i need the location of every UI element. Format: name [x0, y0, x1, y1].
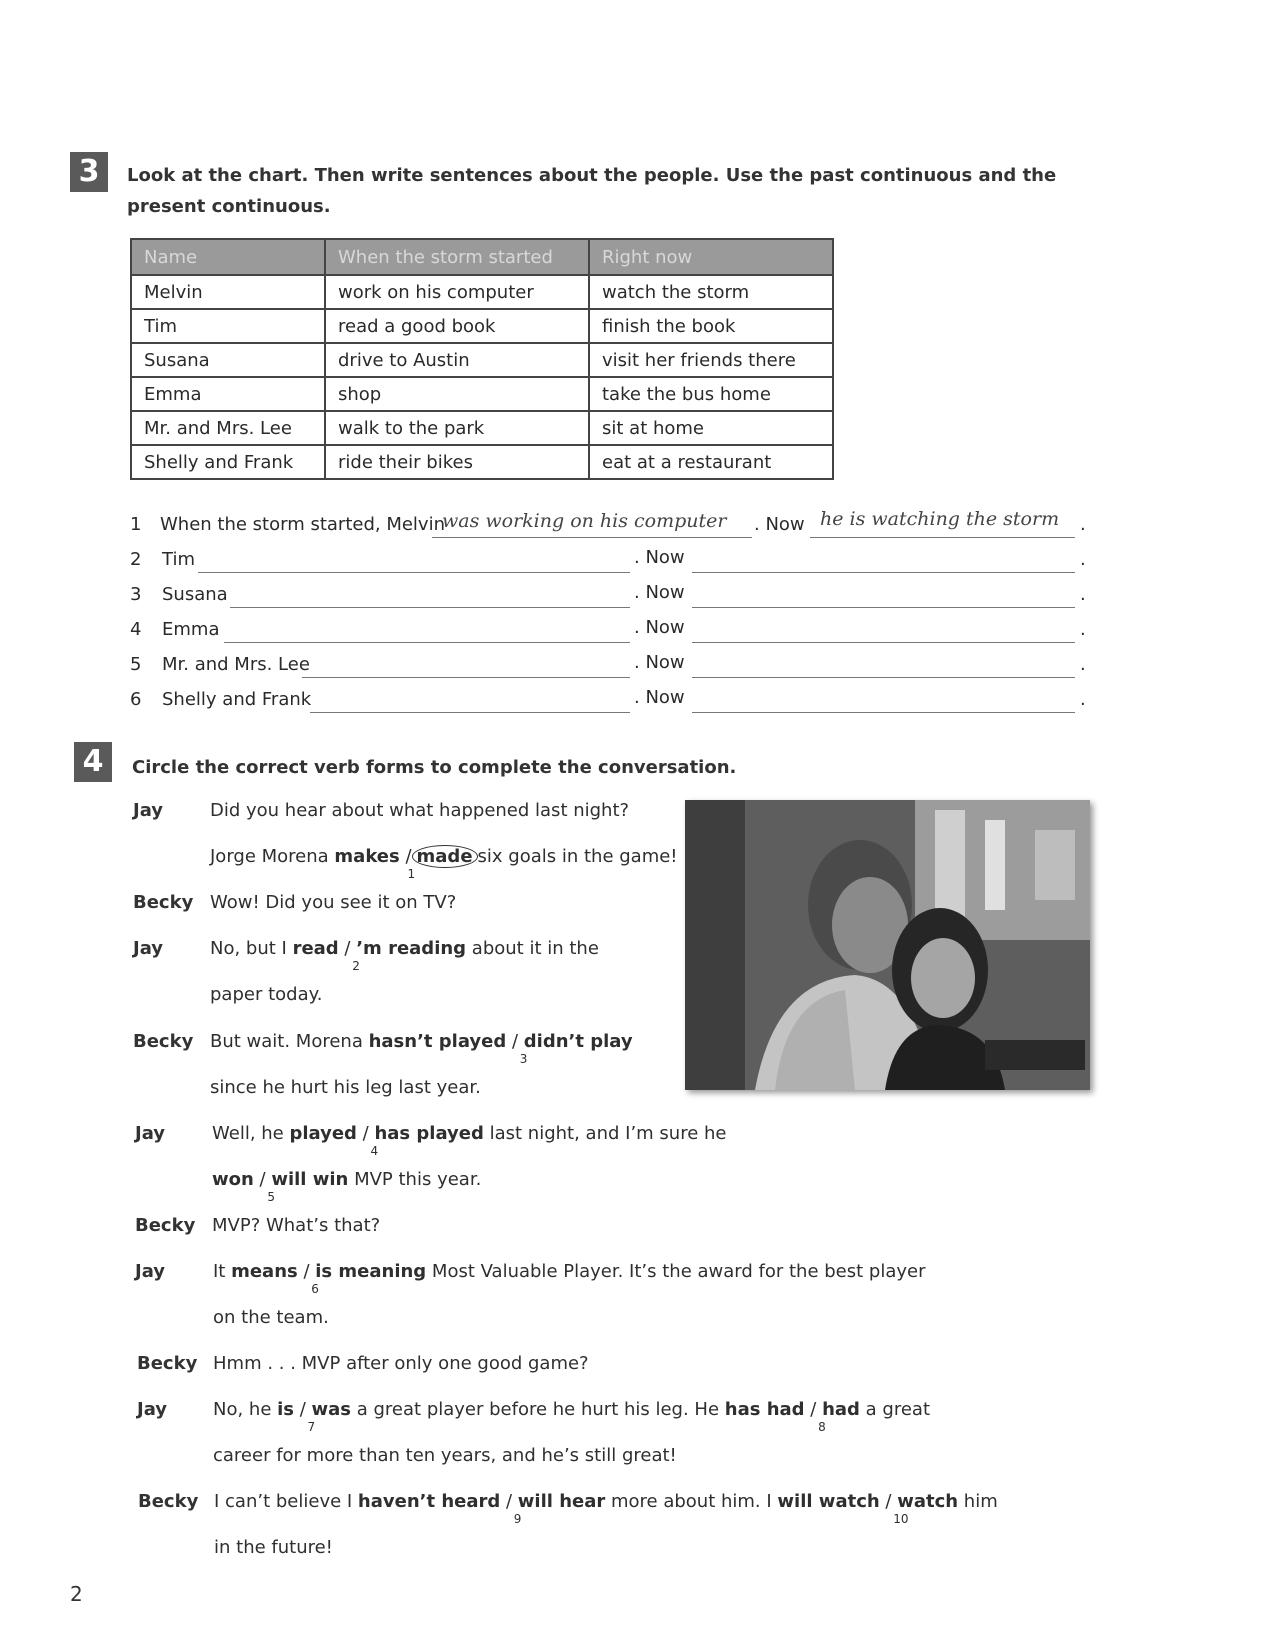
answer-blank-2[interactable] — [692, 550, 1075, 573]
cell-name: Mr. and Mrs. Lee — [131, 411, 325, 445]
option-made-circled[interactable]: made — [412, 845, 478, 868]
period: . — [1080, 654, 1086, 675]
option-watch[interactable]: watch — [897, 1491, 959, 1512]
cell-now: finish the book — [589, 309, 833, 343]
sentence-number: 2 — [130, 549, 142, 570]
table-row — [131, 377, 833, 411]
slash: / — [506, 1031, 524, 1052]
dialogue-line: Hmm . . . MVP after only one good game? — [213, 1353, 589, 1374]
slash: / — [399, 846, 412, 867]
cell-past: shop — [325, 377, 589, 411]
speaker-becky: Becky — [133, 892, 194, 913]
conversation-photo — [685, 800, 1090, 1090]
handwritten-answer-past: was working on his computer — [442, 510, 727, 532]
option-havent-heard[interactable]: haven’t heard — [357, 1491, 501, 1512]
option-played[interactable]: played — [289, 1123, 357, 1144]
dialogue-line: paper today. — [210, 984, 323, 1005]
period: . — [1080, 619, 1086, 640]
exercise-3-number: 3 — [70, 152, 108, 192]
now-label: . Now — [634, 652, 685, 673]
slash: / — [253, 1169, 272, 1190]
sentence-prefix: When the storm started, Melvin — [160, 514, 445, 535]
period: . — [1080, 549, 1086, 570]
text: a great player before he hurt his leg. He — [351, 1399, 725, 1420]
option-had[interactable]: had — [822, 1399, 860, 1420]
sentence-number: 6 — [130, 689, 142, 710]
table-header-row — [131, 239, 833, 275]
text: No, but I — [210, 938, 293, 959]
now-label: . Now — [634, 687, 685, 708]
text: him — [958, 1491, 998, 1512]
answer-blank-1[interactable] — [198, 550, 630, 573]
now-label: . Now — [634, 617, 685, 638]
cell-now: watch the storm — [589, 275, 833, 309]
text: more about him. I — [605, 1491, 778, 1512]
sentence-prefix: Mr. and Mrs. Lee — [162, 654, 310, 675]
sentence-number: 5 — [130, 654, 142, 675]
text: Most Valuable Player. It’s the award for the best player — [426, 1261, 926, 1282]
table-row — [131, 343, 833, 377]
period: . — [1080, 584, 1086, 605]
cell-name: Tim — [131, 309, 325, 343]
cell-past: walk to the park — [325, 411, 589, 445]
period: . — [1080, 514, 1086, 535]
speaker-jay: Jay — [135, 1123, 166, 1144]
answer-blank-1[interactable] — [224, 620, 630, 643]
dialogue-line: Wow! Did you see it on TV? — [210, 892, 457, 913]
text: Well, he — [212, 1123, 290, 1144]
dialogue-line: since he hurt his leg last year. — [210, 1077, 481, 1098]
header-right-now: Right now — [589, 239, 833, 275]
sentence-prefix: Shelly and Frank — [162, 689, 312, 710]
now-label: . Now — [634, 582, 685, 603]
dialogue-line: in the future! — [214, 1537, 333, 1558]
option-will-win[interactable]: will win — [271, 1169, 349, 1190]
dialogue-line-item-4: Well, he played / 4has played last night, and I’m sure he — [212, 1123, 727, 1158]
now-label: . Now — [754, 514, 805, 535]
option-has-played[interactable]: has played — [374, 1123, 484, 1144]
dialogue-line-item-5: won / 5will win MVP this year. — [212, 1169, 482, 1204]
cell-name: Shelly and Frank — [131, 445, 325, 479]
answer-blank-2[interactable] — [692, 585, 1075, 608]
text: But wait. Morena — [210, 1031, 369, 1052]
dialogue-line-item-9-10: I can’t believe I haven’t heard / 9will hear more about him. I will watch / 10watch him — [214, 1491, 998, 1526]
dialogue-line: on the team. — [213, 1307, 329, 1328]
table-row — [131, 275, 833, 309]
answer-blank-1[interactable] — [310, 690, 630, 713]
photo-illustration — [685, 800, 1090, 1090]
slash: / — [879, 1491, 898, 1512]
sentence-prefix: Susana — [162, 584, 228, 605]
exercise-3-instruction — [127, 160, 1056, 222]
dialogue-line: career for more than ten years, and he’s still great! — [213, 1445, 677, 1466]
cell-name: Susana — [131, 343, 325, 377]
answer-blank-1[interactable] — [302, 655, 630, 678]
option-read[interactable]: read — [292, 938, 339, 959]
slash: / — [804, 1399, 823, 1420]
now-label: . Now — [634, 547, 685, 568]
option-is[interactable]: is — [277, 1399, 295, 1420]
answer-blank-2[interactable] — [692, 690, 1075, 713]
sentence-prefix: Tim — [162, 549, 195, 570]
period: . — [1080, 689, 1086, 710]
option-didnt-play[interactable]: didn’t play — [523, 1031, 633, 1052]
speaker-becky: Becky — [133, 1031, 194, 1052]
text: six goals in the game! — [477, 846, 678, 867]
option-will-watch[interactable]: will watch — [777, 1491, 880, 1512]
header-when-storm-started: When the storm started — [325, 239, 589, 275]
cell-now: take the bus home — [589, 377, 833, 411]
dialogue-line: MVP? What’s that? — [212, 1215, 381, 1236]
speaker-jay: Jay — [137, 1399, 168, 1420]
speaker-jay: Jay — [133, 938, 164, 959]
answer-blank-1[interactable] — [230, 585, 630, 608]
option-has-had[interactable]: has had — [724, 1399, 805, 1420]
header-name: Name — [131, 239, 325, 275]
answer-blank-2[interactable] — [692, 620, 1075, 643]
instruction-line-1: Look at the chart. Then write sentences about the people. Use the past continuous and the — [127, 165, 1057, 186]
cell-now: sit at home — [589, 411, 833, 445]
slash: / — [338, 938, 357, 959]
text: about it in the — [466, 938, 599, 959]
cell-past: work on his computer — [325, 275, 589, 309]
text: I can’t believe I — [214, 1491, 358, 1512]
dialogue-line-item-6: It means / 6is meaning Most Valuable Player. It’s the award for the best player — [213, 1261, 926, 1296]
option-m-reading[interactable]: ’m reading — [356, 938, 467, 959]
text: No, he — [213, 1399, 278, 1420]
slash: / — [297, 1261, 316, 1282]
cell-name: Emma — [131, 377, 325, 411]
sentence-prefix: Emma — [162, 619, 220, 640]
cell-now: eat at a restaurant — [589, 445, 833, 479]
sentence-number: 1 — [130, 514, 142, 535]
answer-blank-2[interactable] — [692, 655, 1075, 678]
exercise-4-number: 4 — [74, 742, 112, 782]
text: a great — [859, 1399, 931, 1420]
slash: / — [294, 1399, 312, 1420]
text: Jorge Morena — [210, 846, 335, 867]
exercise-4-instruction: Circle the correct verb forms to complete the conversation. — [132, 757, 737, 778]
dialogue-line-item-3: But wait. Morena hasn’t played / 3didn’t play — [210, 1031, 633, 1066]
option-hasnt-played[interactable]: hasn’t played — [368, 1031, 507, 1052]
option-is-meaning[interactable]: is meaning — [315, 1261, 427, 1282]
option-will-hear[interactable]: will hear — [517, 1491, 606, 1512]
cell-now: visit her friends there — [589, 343, 833, 377]
speaker-jay: Jay — [135, 1261, 166, 1282]
option-makes[interactable]: makes — [334, 846, 400, 867]
option-won[interactable]: won — [212, 1169, 254, 1190]
speaker-jay: Jay — [133, 800, 164, 821]
text: last night, and I’m sure he — [483, 1123, 727, 1144]
table-row — [131, 411, 833, 445]
text: It — [213, 1261, 232, 1282]
page-number: 2 — [70, 1582, 83, 1606]
option-was[interactable]: was — [311, 1399, 352, 1420]
dialogue-line: Did you hear about what happened last night? — [210, 800, 630, 821]
instruction-line-2: present continuous. — [127, 196, 331, 217]
option-means[interactable]: means — [231, 1261, 298, 1282]
sentence-number: 4 — [130, 619, 142, 640]
cell-past: ride their bikes — [325, 445, 589, 479]
slash: / — [500, 1491, 518, 1512]
speaker-becky: Becky — [137, 1353, 198, 1374]
speaker-becky: Becky — [135, 1215, 196, 1236]
table-row — [131, 309, 833, 343]
storm-chart-table — [130, 238, 834, 480]
text: MVP this year. — [348, 1169, 482, 1190]
sentence-number: 3 — [130, 584, 142, 605]
table-row — [131, 445, 833, 479]
slash: / — [356, 1123, 375, 1144]
speaker-becky: Becky — [138, 1491, 199, 1512]
dialogue-line-item-7-8: No, he is / 7was a great player before he hurt his leg. He has had / 8had a great — [213, 1399, 931, 1434]
cell-name: Melvin — [131, 275, 325, 309]
dialogue-line-item-1: Jorge Morena makes /1made six goals in the game! — [210, 846, 678, 881]
handwritten-answer-now: he is watching the storm — [820, 508, 1060, 530]
cell-past: read a good book — [325, 309, 589, 343]
cell-past: drive to Austin — [325, 343, 589, 377]
dialogue-line-item-2: No, but I read / 2’m reading about it in the — [210, 938, 599, 973]
